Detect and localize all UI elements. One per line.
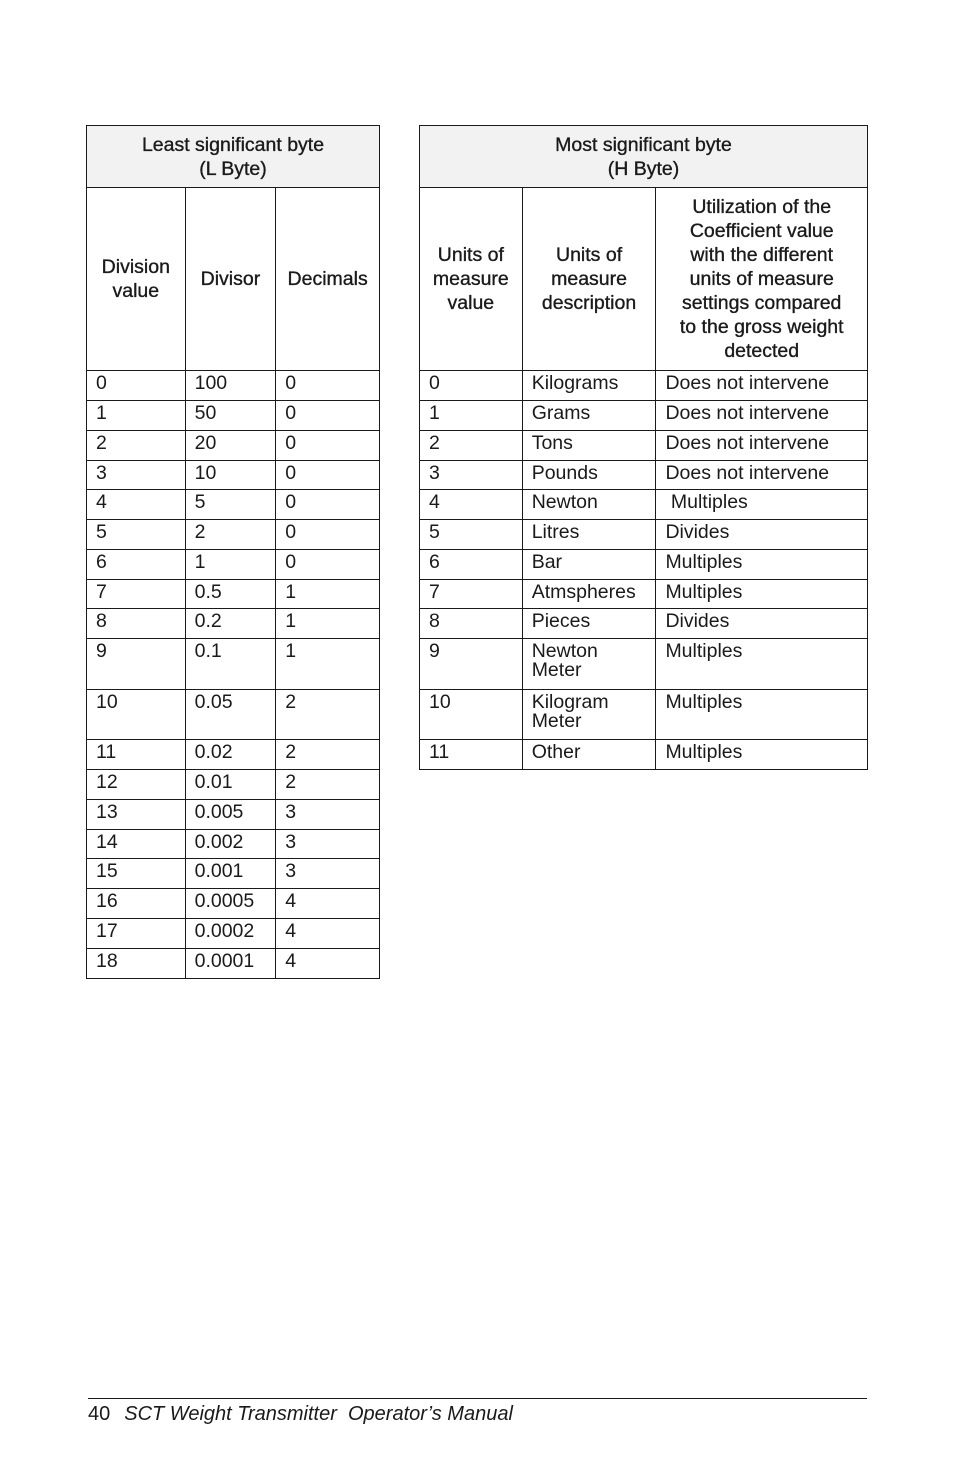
- table-cell: Divides: [656, 609, 868, 639]
- table-row: [420, 490, 868, 520]
- table-cell: 2: [185, 520, 276, 550]
- table-cell: Does not intervene: [656, 461, 868, 490]
- table-cell: 12: [87, 770, 186, 800]
- table-row: [87, 490, 380, 520]
- table-cell: 10: [185, 461, 276, 490]
- table-cell: 1: [276, 609, 380, 639]
- table-cell: 8: [87, 609, 186, 639]
- table-cell: 0: [276, 371, 380, 401]
- table-cell: 4: [420, 490, 523, 520]
- table-cell: 11: [420, 740, 523, 770]
- col-head-line: units of measure: [689, 268, 834, 290]
- table-cell: 1: [276, 580, 380, 609]
- table-cell: 3: [276, 800, 380, 830]
- table-cell: Does not intervene: [656, 401, 868, 431]
- table-cell: Multiples: [656, 490, 868, 520]
- table-cell: 18: [87, 949, 186, 979]
- h-byte-body: [420, 371, 868, 770]
- table-cell: 2: [276, 740, 380, 770]
- table-cell: Multiples: [656, 550, 868, 580]
- table-row: [87, 830, 380, 859]
- table-row: [87, 919, 380, 949]
- h-byte-title-line2: (H Byte): [607, 157, 680, 180]
- table-cell: 0: [276, 550, 380, 580]
- table-cell: Tons: [522, 431, 656, 461]
- col-head-utilization: [656, 188, 868, 371]
- col-head-line: with the different: [690, 244, 834, 266]
- table-cell: 0.005: [185, 800, 276, 830]
- table-cell: 17: [87, 919, 186, 949]
- table-cell: Atmspheres: [522, 580, 656, 609]
- table-cell: 1: [185, 550, 276, 580]
- table-cell: 100: [185, 371, 276, 401]
- table-row: [87, 520, 380, 550]
- table-cell: Newton Meter: [522, 639, 656, 690]
- col-head-line: Coefficient value: [689, 220, 834, 242]
- table-cell: Does not intervene: [656, 431, 868, 461]
- h-byte-title-line1: Most significant byte: [555, 133, 732, 156]
- table-row: [87, 401, 380, 431]
- col-head-decimals: [276, 188, 380, 371]
- table-cell: 3: [276, 830, 380, 859]
- table-cell: 0.01: [185, 770, 276, 800]
- table-cell: 5: [87, 520, 186, 550]
- table-cell: 3: [276, 859, 380, 889]
- table-cell: 0.0005: [185, 889, 276, 919]
- table-cell: 3: [87, 461, 186, 490]
- col-head-line: detected: [724, 340, 800, 362]
- table-row: [87, 550, 380, 580]
- footer-rule: [88, 1398, 867, 1399]
- footer-title: SCT Weight Transmitter Operator’s Manual: [124, 1403, 513, 1425]
- table-cell: Multiples: [656, 580, 868, 609]
- l-byte-title: [87, 126, 380, 188]
- table-cell: Litres: [522, 520, 656, 550]
- l-byte-title-line2: (L Byte): [199, 157, 267, 180]
- table-row: [87, 740, 380, 770]
- table-cell: Multiples: [656, 639, 868, 690]
- table-row: [420, 639, 868, 690]
- col-head-line: measure: [432, 268, 509, 290]
- table-cell: Other: [522, 740, 656, 770]
- table-cell: 0.0001: [185, 949, 276, 979]
- table-cell: 10: [87, 690, 186, 740]
- table-row: [420, 431, 868, 461]
- table-cell: 4: [87, 490, 186, 520]
- table-cell: 0: [276, 520, 380, 550]
- table-row: [420, 550, 868, 580]
- table-row: [87, 770, 380, 800]
- col-head-line: Division: [101, 256, 170, 278]
- table-cell: 50: [185, 401, 276, 431]
- table-cell: 2: [276, 770, 380, 800]
- table-cell: 6: [87, 550, 186, 580]
- col-head-line: to the gross weight: [679, 316, 844, 338]
- col-head-line: value: [447, 292, 495, 314]
- table-cell: 10: [420, 690, 523, 740]
- table-cell: Bar: [522, 550, 656, 580]
- table-cell: 2: [87, 431, 186, 461]
- table-cell: 0.001: [185, 859, 276, 889]
- table-row: [87, 580, 380, 609]
- h-byte-table: [419, 125, 868, 770]
- table-cell: 7: [420, 580, 523, 609]
- col-head-units-description: [522, 188, 656, 371]
- col-head-line: Units of: [437, 244, 504, 266]
- table-cell: Does not intervene: [656, 371, 868, 401]
- l-byte-body: [87, 371, 380, 979]
- table-cell: Pieces: [522, 609, 656, 639]
- table-cell: 0.02: [185, 740, 276, 770]
- table-cell: 11: [87, 740, 186, 770]
- table-cell: 7: [87, 580, 186, 609]
- table-cell: 0: [276, 461, 380, 490]
- table-cell: Multiples: [656, 690, 868, 740]
- table-cell: 8: [420, 609, 523, 639]
- table-row: [420, 401, 868, 431]
- table-cell: 9: [420, 639, 523, 690]
- table-cell: Kilograms: [522, 371, 656, 401]
- table-row: [420, 580, 868, 609]
- table-cell: 0.002: [185, 830, 276, 859]
- table-cell: Newton: [522, 490, 656, 520]
- col-head-units-value: [420, 188, 523, 371]
- table-cell: 2: [276, 690, 380, 740]
- table-cell: Multiples: [656, 740, 868, 770]
- table-row: [420, 520, 868, 550]
- table-cell: Kilogram Meter: [522, 690, 656, 740]
- table-cell: 9: [87, 639, 186, 690]
- table-cell: 4: [276, 889, 380, 919]
- table-cell: 1: [87, 401, 186, 431]
- table-cell: Grams: [522, 401, 656, 431]
- table-cell: 6: [420, 550, 523, 580]
- table-cell: 13: [87, 800, 186, 830]
- table-row: [420, 740, 868, 770]
- table-cell: 5: [420, 520, 523, 550]
- table-row: [420, 609, 868, 639]
- table-cell: 0.2: [185, 609, 276, 639]
- page-number: 40: [88, 1403, 111, 1425]
- table-row: [87, 461, 380, 490]
- table-row: [87, 371, 380, 401]
- col-head-line: description: [541, 292, 637, 314]
- col-head-divisor: [185, 188, 276, 371]
- col-head-line: Decimals: [287, 268, 368, 290]
- table-cell: Divides: [656, 520, 868, 550]
- col-head-line: Utilization of the: [692, 196, 832, 218]
- table-cell: 4: [276, 919, 380, 949]
- col-head-line: value: [112, 280, 160, 302]
- l-byte-title-line1: Least significant byte: [141, 133, 325, 156]
- table-row: [87, 690, 380, 740]
- col-head-line: settings compared: [682, 292, 842, 314]
- table-cell: 3: [420, 461, 523, 490]
- table-cell: 0: [276, 401, 380, 431]
- table-row: [420, 690, 868, 740]
- table-cell: 0.0002: [185, 919, 276, 949]
- table-cell: Pounds: [522, 461, 656, 490]
- table-cell: 0.1: [185, 639, 276, 690]
- table-cell: 4: [276, 949, 380, 979]
- table-cell: 2: [420, 431, 523, 461]
- table-row: [420, 371, 868, 401]
- table-cell: 14: [87, 830, 186, 859]
- table-cell: 1: [420, 401, 523, 431]
- table-cell: 1: [276, 639, 380, 690]
- table-cell: 0: [420, 371, 523, 401]
- table-cell: 0.05: [185, 690, 276, 740]
- table-row: [87, 800, 380, 830]
- table-cell: 15: [87, 859, 186, 889]
- table-row: [87, 859, 380, 889]
- table-row: [87, 889, 380, 919]
- l-byte-table: [86, 125, 380, 979]
- table-cell: 0: [87, 371, 186, 401]
- table-cell: 16: [87, 889, 186, 919]
- table-cell: 0: [276, 490, 380, 520]
- table-cell: 0.5: [185, 580, 276, 609]
- table-row: [87, 949, 380, 979]
- col-head-division-value: [87, 188, 186, 371]
- col-head-line: measure: [551, 268, 627, 290]
- col-head-line: Units of: [556, 244, 623, 266]
- table-row: [420, 461, 868, 490]
- footer: [88, 1403, 513, 1426]
- table-cell: 5: [185, 490, 276, 520]
- h-byte-title: [420, 126, 868, 188]
- col-head-line: Divisor: [200, 268, 261, 290]
- table-cell: 20: [185, 431, 276, 461]
- table-row: [87, 609, 380, 639]
- table-row: [87, 639, 380, 690]
- table-cell: 0: [276, 431, 380, 461]
- table-row: [87, 431, 380, 461]
